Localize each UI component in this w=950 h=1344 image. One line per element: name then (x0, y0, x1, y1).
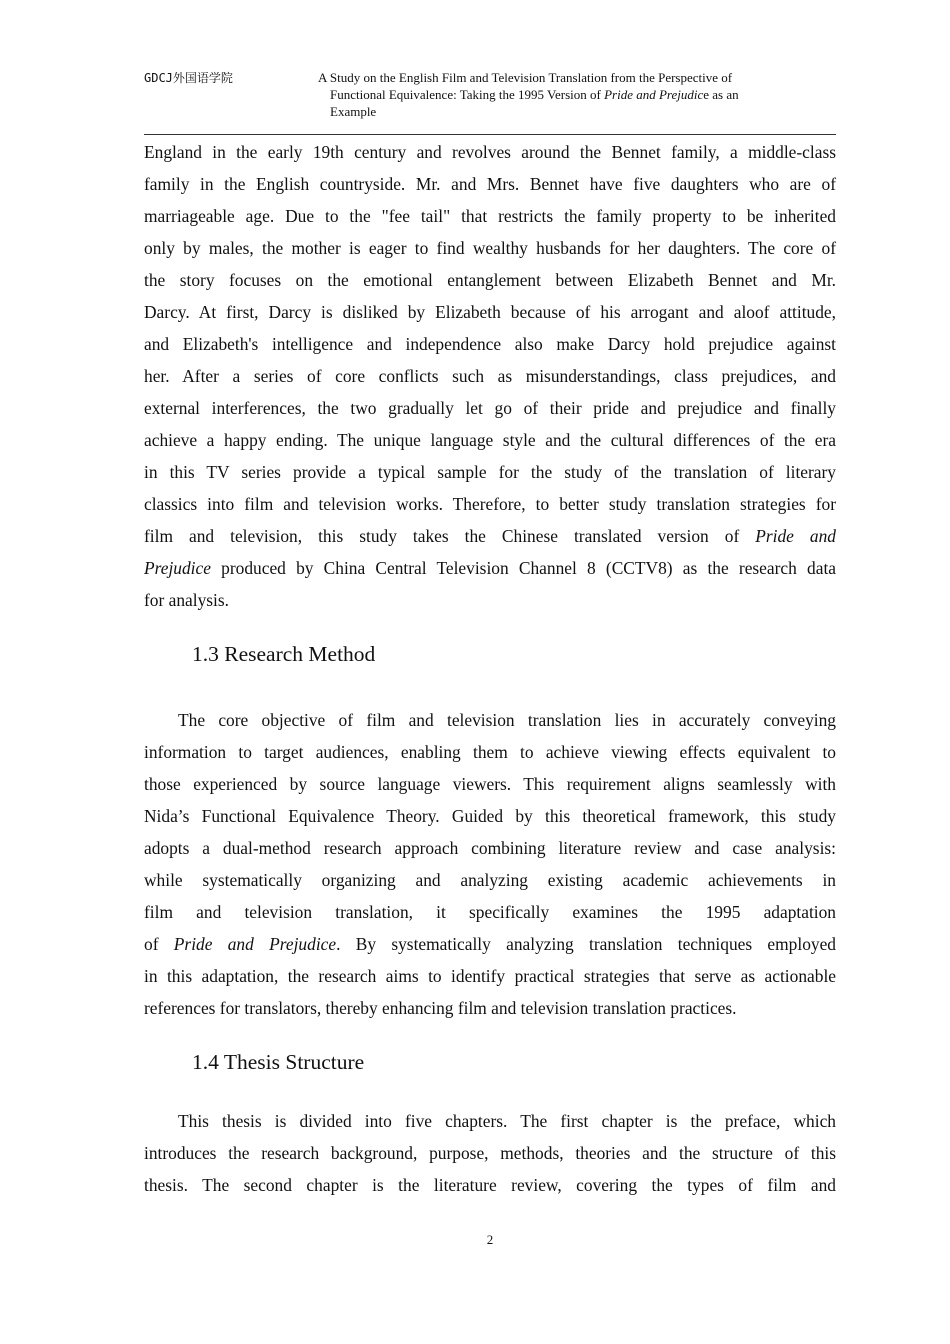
text-line: and Elizabeth's intelligence and independence also make Darcy hold prejudice against (144, 334, 836, 354)
text-line (144, 552, 836, 584)
header-title-italic: Pride and Prejudic (604, 87, 704, 102)
text-line: adopts a dual-method research approach combining literature review and case analysis: (144, 838, 836, 858)
text-line: thesis. The second chapter is the literature review, covering the types of film and (144, 1175, 836, 1195)
header-title-text: Functional Equivalence: Taking the 1995 Version of (330, 87, 605, 102)
body-paragraph-1 (144, 136, 836, 616)
text-line: in this adaptation, the research aims to identify practical strategies that serve as actionable (144, 966, 836, 986)
book-title-italic: Prejudice (144, 558, 211, 578)
text-line: achieve a happy ending. The unique language style and the cultural differences of the era (144, 430, 836, 450)
header-divider (144, 134, 836, 135)
section-heading-1-4: 1.4 Thesis Structure (192, 1050, 365, 1074)
book-title-italic: Pride and Prejudice (173, 934, 337, 954)
text-run: produced by China Central Television Channel 8 (CCTV8) as the research data (210, 558, 836, 578)
text-line: those experienced by source language viewers. This requirement aligns seamlessly with (144, 774, 836, 794)
header-title-text: e as an (703, 87, 739, 102)
text-run: film and television, this study takes the Chinese translated version of (144, 526, 756, 546)
body-paragraph-3 (144, 1105, 836, 1201)
text-line: The core objective of film and television translation lies in accurately conveying (178, 710, 836, 730)
body-paragraph-2 (144, 704, 836, 1024)
text-line: film and television translation, it specifically examines the 1995 adaptation (144, 902, 836, 922)
book-title-italic: Pride and (755, 526, 836, 546)
header-title-line-3: Example (330, 104, 377, 119)
text-run: . By systematically analyzing translation techniques employed (336, 934, 837, 954)
text-line: Nida’s Functional Equivalence Theory. Guided by this theoretical framework, this study (144, 806, 836, 826)
text-line: in this TV series provide a typical sample for the study of the translation of literary (144, 462, 836, 482)
header-title-line-1: A Study on the English Film and Television Translation from the Perspective of (318, 70, 733, 85)
text-line: introduces the research background, purpose, methods, theories and the structure of this (144, 1143, 836, 1163)
header-thesis-title (318, 69, 808, 120)
text-line: This thesis is divided into five chapters. The first chapter is the preface, which (178, 1111, 836, 1131)
text-line (144, 928, 836, 960)
text-line: family in the English countryside. Mr. and Mrs. Bennet have five daughters who are of (144, 174, 836, 194)
text-line: England in the early 19th century and revolves around the Bennet family, a middle-class (144, 142, 836, 162)
text-line: only by males, the mother is eager to find wealthy husbands for her daughters. The core of (144, 238, 836, 258)
text-line: information to target audiences, enabling them to achieve viewing effects equivalent to (144, 742, 836, 762)
text-line: references for translators, thereby enhancing film and television translation practices. (144, 998, 737, 1018)
header-institution: GDCJ外国语学院 (144, 71, 233, 85)
text-line: classics into film and television works. Therefore, to better study translation strategies for (144, 494, 836, 514)
text-line: the story focuses on the emotional entanglement between Elizabeth Bennet and Mr. (144, 270, 836, 290)
text-line (144, 520, 836, 552)
text-line: marriageable age. Due to the "fee tail" that restricts the family property to be inherited (144, 206, 836, 226)
text-line: her. After a series of core conflicts such as misunderstandings, class prejudices, and (144, 366, 836, 386)
text-line: for analysis. (144, 590, 230, 610)
text-line: external interferences, the two gradually let go of their pride and prejudice and finally (144, 398, 836, 418)
text-run: of (144, 934, 174, 954)
header-title-line-2 (318, 86, 808, 103)
page-number: 2 (486, 1232, 494, 1247)
text-line: Darcy. At first, Darcy is disliked by Elizabeth because of his arrogant and aloof attitude, (144, 302, 836, 322)
section-heading-1-3: 1.3 Research Method (192, 642, 376, 666)
text-line: while systematically organizing and analyzing existing academic achievements in (144, 870, 836, 890)
